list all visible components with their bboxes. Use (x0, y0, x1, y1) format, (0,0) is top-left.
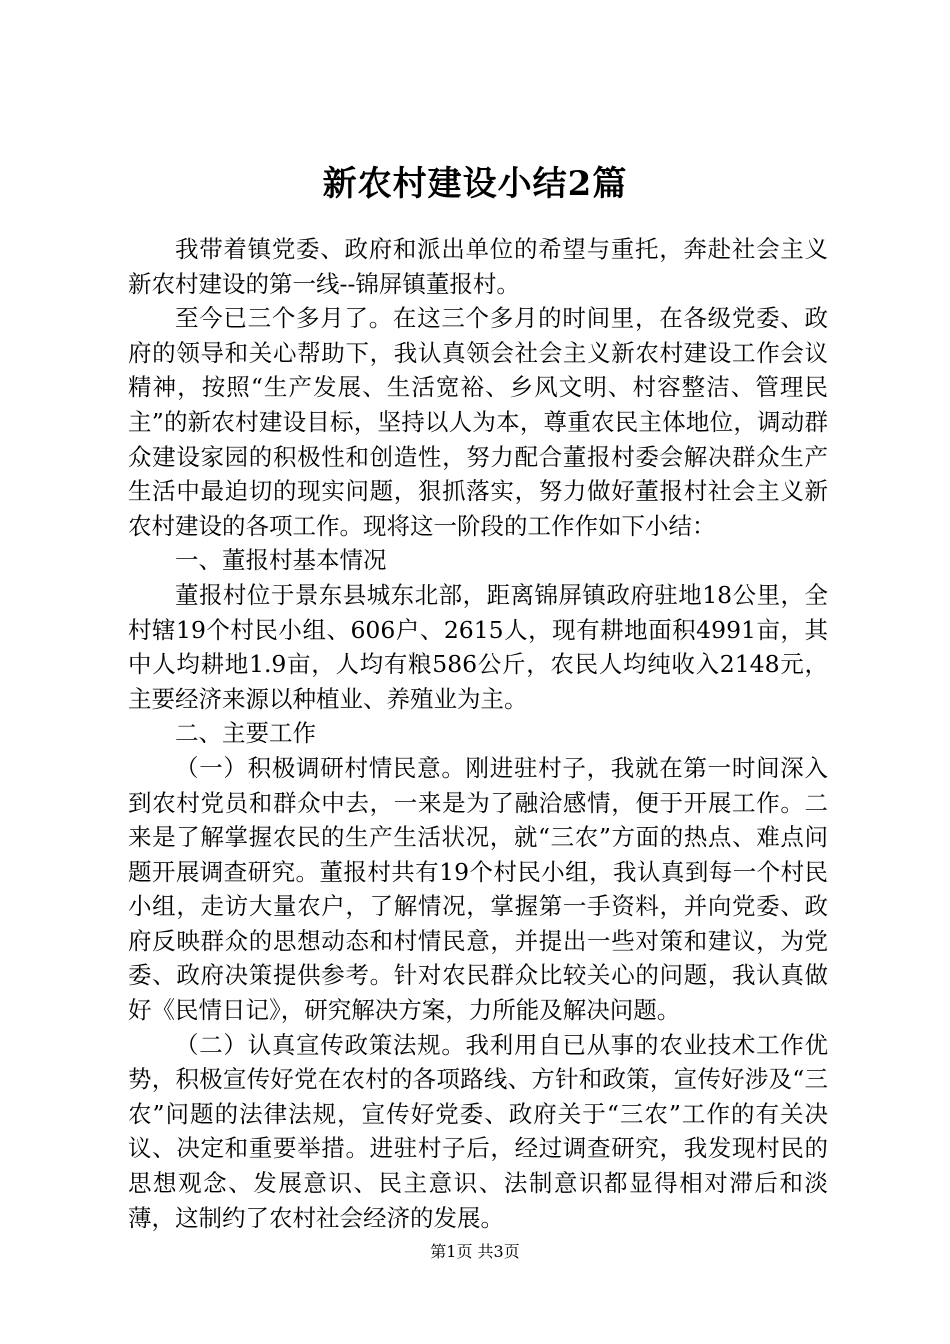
paragraph-summary: 至今已三个多月了。在这三个多月的时间里，在各级党委、政府的领导和关心帮助下，我认真领会社会主义新农村建设工作会议精神，按照“生产发展、生活宽裕、乡风文明、村容整洁、管理民主”的新农村建设目标，坚持以人为本，尊重农民主体地位，调动群众建设家园的积极性和创造性，努力配合董报村委会解决群众生产生活中最迫切的现实问题，狠抓落实，努力做好董报村社会主义新农村建设的各项工作。现将这一阶段的工作作如下小结： (128, 304, 828, 540)
section-heading-main-work: 二、主要工作 (175, 719, 316, 748)
page-footer: 第1页 共3页 (430, 1242, 520, 1261)
paragraph-basic-info: 董报村位于景东县城东北部，距离锦屏镇政府驻地18公里，全村辖19个村民小组、606户、2615人，现有耕地面积4991亩，其中人均耕地1.9亩，人均有粮586公斤，农民人均纯收入2148元，主要经济来源以种植业、养殖业为主。 (128, 580, 828, 713)
paragraph-intro: 我带着镇党委、政府和派出单位的希望与重托，奔赴社会主义新农村建设的第一线--锦屏镇董报村。 (128, 235, 828, 298)
document-body (128, 232, 828, 1235)
document-title: 新农村建设小结2篇 (322, 164, 628, 204)
section-heading-basic-info: 一、董报村基本情况 (175, 546, 387, 575)
paragraph-work-research: （一）积极调研村情民意。刚进驻村子，我就在第一时间深入到农村党员和群众中去，一来是为了融洽感情，便于开展工作。二来是了解掌握农民的生产生活状况，就“三农”方面的热点、难点问题开展调查研究。董报村共有19个村民小组，我认真到每一个村民小组，走访大量农户，了解情况，掌握第一手资料，并向党委、政府反映群众的思想动态和村情民意，并提出一些对策和建议，为党委、政府决策提供参考。针对农民群众比较关心的问题，我认真做好《民情日记》，研究解决方案，力所能及解决问题。 (128, 753, 828, 1025)
paragraph-work-policy: （二）认真宣传政策法规。我利用自已从事的农业技术工作优势，积极宣传好党在农村的各项路线、方针和政策，宣传好涉及“三农”问题的法律法规，宣传好党委、政府关于“三农”工作的有关决议、决定和重要举措。进驻村子后，经过调查研究，我发现村民的思想观念、发展意识、民主意识、法制意识都显得相对滞后和淡薄，这制约了农村社会经济的发展。 (128, 1030, 828, 1232)
